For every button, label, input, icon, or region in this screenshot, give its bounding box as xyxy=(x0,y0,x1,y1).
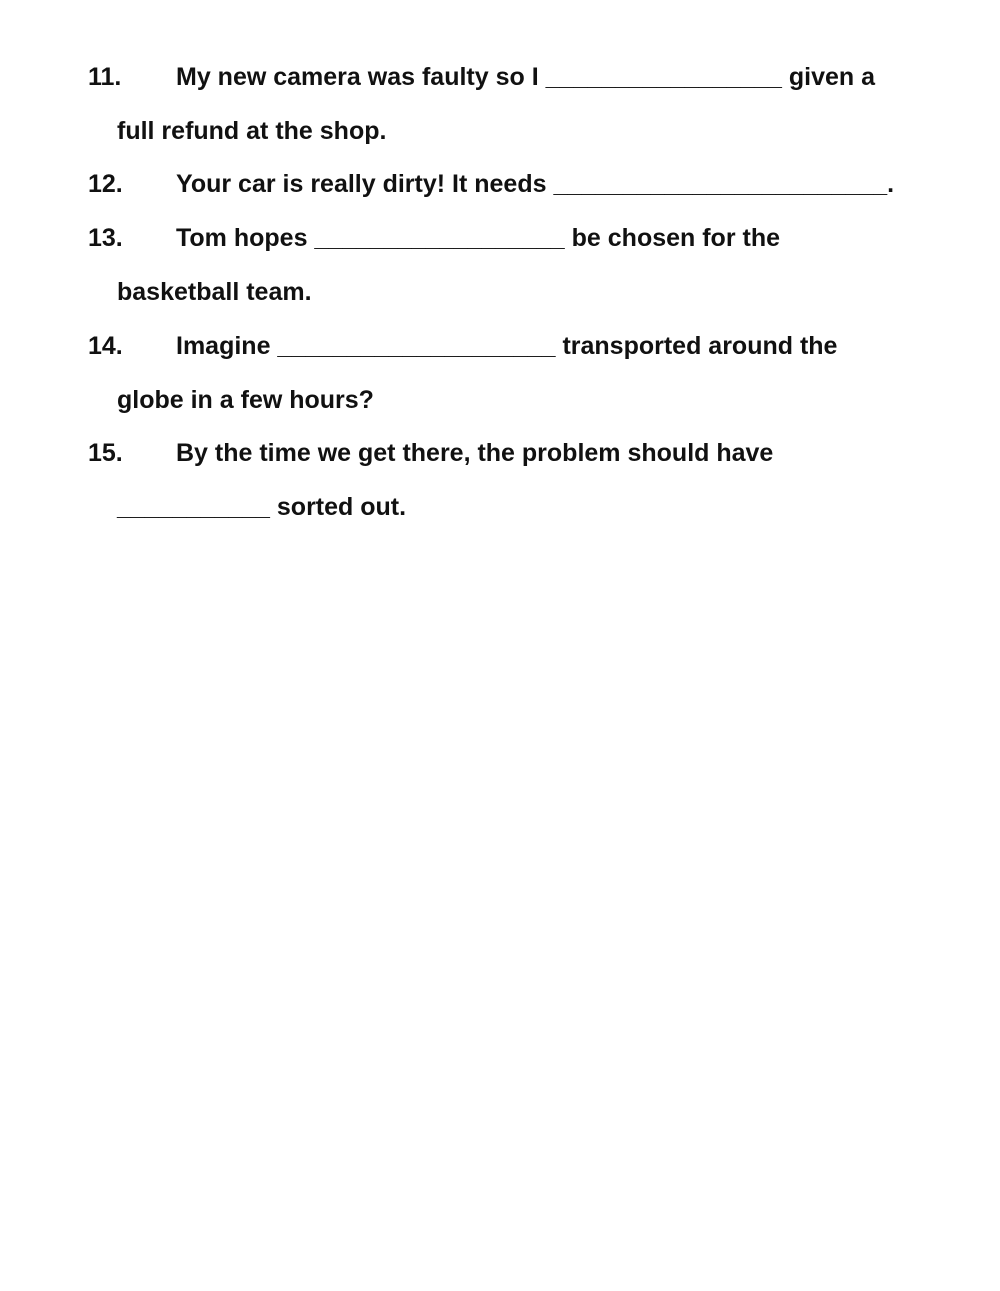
question-14-continuation: globe in a few hours? xyxy=(117,386,374,414)
question-text: Tom hopes __________________ be chosen for the xyxy=(176,224,781,252)
question-11-continuation: full refund at the shop. xyxy=(117,117,387,145)
question-text: My new camera was faulty so I _________________ given a xyxy=(176,63,876,91)
question-13-continuation: basketball team. xyxy=(117,278,312,306)
question-text: Imagine ____________________ transported around the xyxy=(176,332,838,360)
question-number: 14. xyxy=(88,332,123,360)
question-text: By the time we get there, the problem should have xyxy=(176,439,774,467)
question-number: 15. xyxy=(88,439,123,467)
question-15-continuation: ___________ sorted out. xyxy=(117,493,407,521)
question-number: 11. xyxy=(88,63,122,91)
question-number: 12. xyxy=(88,170,123,198)
question-text: Your car is really dirty! It needs ________________________. xyxy=(176,170,895,198)
question-number: 13. xyxy=(88,224,123,252)
